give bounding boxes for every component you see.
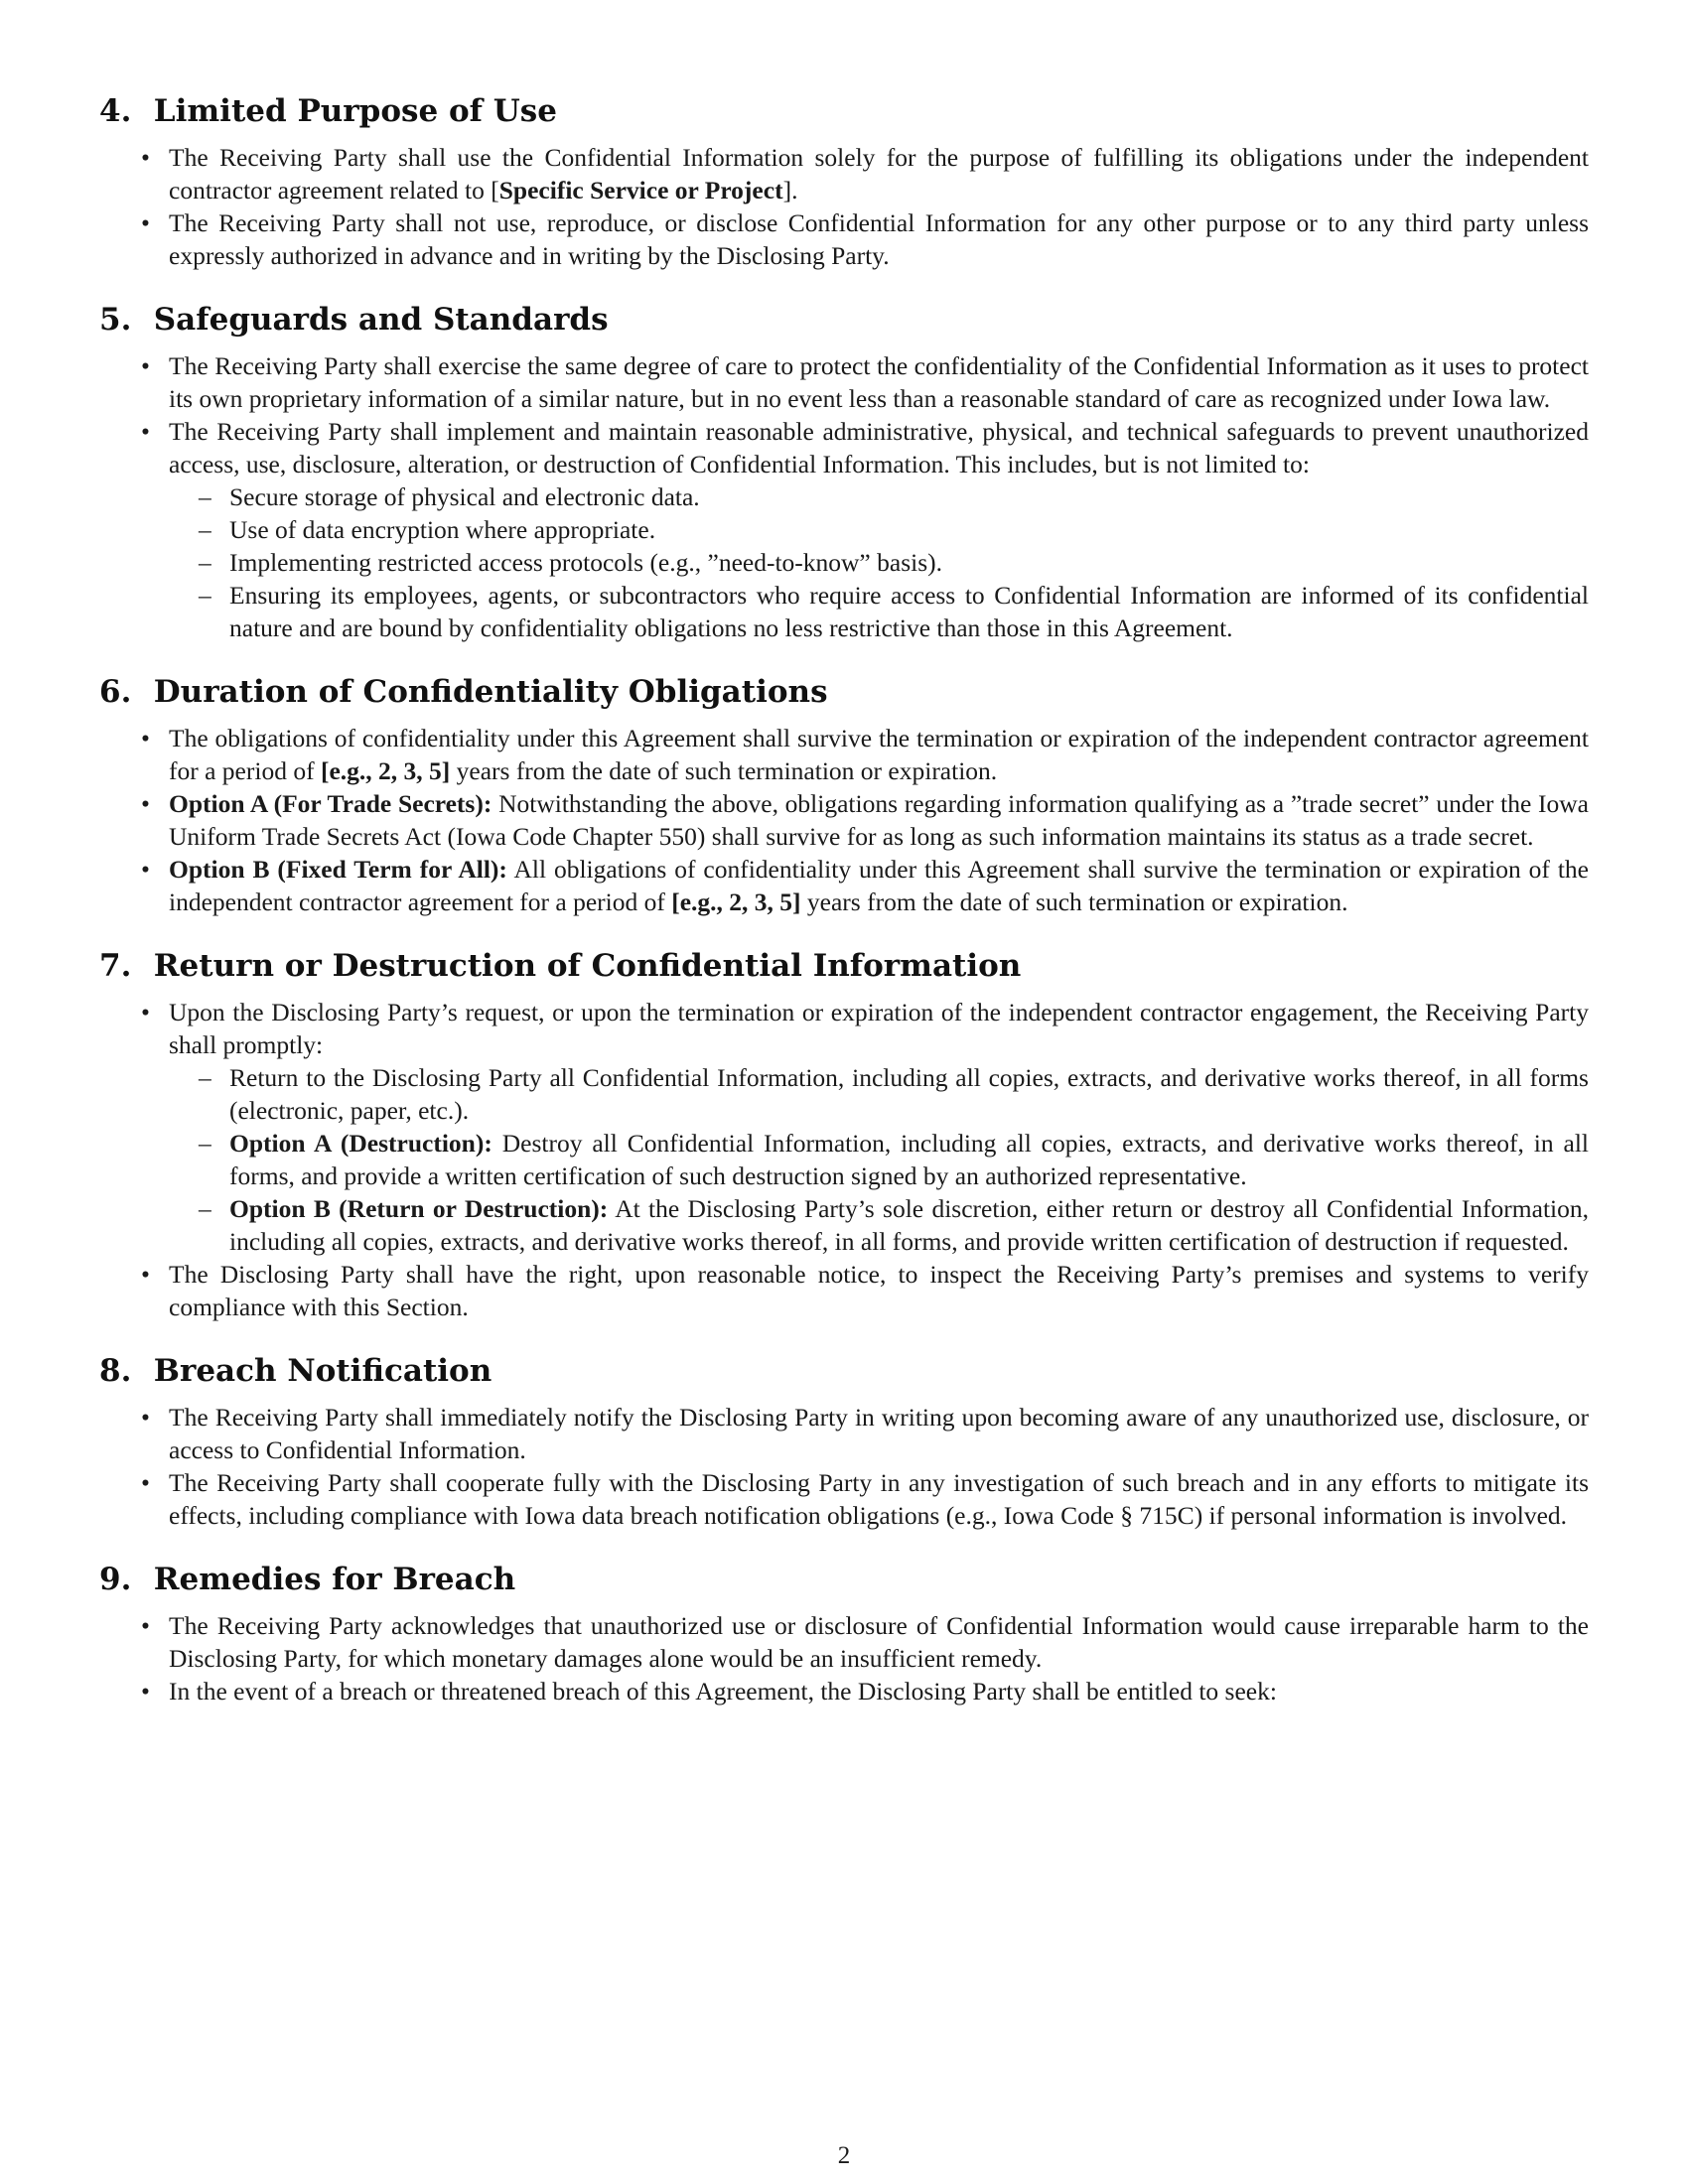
sub-list-item: – Use of data encryption where appropriate. (169, 513, 1589, 546)
text: The Receiving Party shall implement and maintain reasonable administrative, physical, and technical safeguards to prevent unauthorized access, use, disclosure, alteration, or destruction of Confidential Information. This includes, but is not limited to: (169, 417, 1589, 478)
list-item (99, 996, 1589, 1258)
text: All obligations of confidentiality under this Agreement shall survive the termination or expiration of the independent contractor agreement for a period of (169, 855, 1590, 916)
list-item: • The Receiving Party shall exercise the same degree of care to protect the confidentiality of the Confidential Information as it uses to protect its own proprietary information of a similar nature, but in no event less than a reasonable standard of care as recognized under Iowa law. (99, 349, 1589, 415)
placeholder-text: Specific Service or Project (498, 176, 783, 205)
bracket: [ (491, 176, 499, 205)
list-item: • The Disclosing Party shall have the right, upon reasonable notice, to inspect the Receiving Party’s premises and systems to verify compliance with this Section. (99, 1258, 1589, 1323)
list-item (99, 141, 1589, 206)
section-6 (99, 672, 1589, 918)
bullet-list (99, 996, 1589, 1323)
text: At the Disclosing Party’s sole discretion, either return or destroy all Confidential Information, including all copies, extracts, and derivative works thereof, in all forms, and provide written certification of destruction if requested. (229, 1194, 1589, 1256)
placeholder-text: [e.g., 2, 3, 5] (320, 756, 451, 785)
sub-list-item (169, 1192, 1589, 1258)
section-heading (99, 1351, 1589, 1391)
document-body (99, 91, 1589, 1735)
list-item (99, 415, 1589, 644)
list-item (99, 722, 1589, 787)
text: Upon the Disclosing Party’s request, or upon the termination or expiration of the independent contractor engagement, the Receiving Party shall promptly: (169, 998, 1589, 1059)
bullet-list (99, 141, 1589, 272)
bullet-list (99, 722, 1589, 918)
section-number: 5. (99, 302, 132, 338)
placeholder-text: [e.g., 2, 3, 5] (671, 887, 801, 916)
sub-list (169, 1061, 1589, 1258)
list-item: • The Receiving Party shall immediately notify the Disclosing Party in writing upon becoming aware of any unauthorized use, disclosure, or access to Confidential Information. (99, 1401, 1589, 1466)
list-item (99, 853, 1589, 918)
text: Notwithstanding the above, obligations regarding information qualifying as a ”trade secret” under the Iowa Uniform Trade Secrets Act (Iowa Code Chapter 550) shall survive for as long as such information maintains its status as a trade secret. (169, 789, 1590, 851)
list-item (99, 787, 1589, 853)
bracket: ] (782, 176, 792, 205)
list-item: • The Receiving Party shall cooperate fully with the Disclosing Party in any investigation of such breach and in any efforts to mitigate its effects, including compliance with Iowa data breach notification obligations (e.g., Iowa Code § 715C) if personal information is involved. (99, 1466, 1589, 1532)
section-5 (99, 300, 1589, 644)
section-number: 8. (99, 1353, 132, 1389)
section-number: 6. (99, 674, 132, 710)
section-9 (99, 1560, 1589, 1707)
sub-list-item: – Return to the Disclosing Party all Confidential Information, including all copies, extracts, and derivative works thereof, in all forms (electronic, paper, etc.). (169, 1061, 1589, 1127)
bullet-list (99, 349, 1589, 644)
list-item: • The Receiving Party acknowledges that unauthorized use or disclosure of Confidential Information would cause irreparable harm to the Disclosing Party, for which monetary damages alone would be an insufficient remedy. (99, 1609, 1589, 1675)
section-heading (99, 946, 1589, 986)
sub-list-item: – Secure storage of physical and electronic data. (169, 480, 1589, 513)
text: Destroy all Confidential Information, including all copies, extracts, and derivative works thereof, in all forms, and provide a written certification of such destruction signed by an authorized representative. (229, 1129, 1589, 1190)
page-number: 2 (837, 2142, 851, 2169)
section-number: 9. (99, 1562, 132, 1597)
text: . (791, 176, 798, 205)
text: The obligations of confidentiality under this Agreement shall survive the termination or expiration of the independent contractor agreement for a period of (169, 724, 1589, 785)
section-title: Safeguards and Standards (153, 302, 609, 338)
text: The Receiving Party shall use the Confidential Information solely for the purpose of fulfilling its obligations under the independent contractor agreement related to (169, 143, 1589, 205)
sub-list-item (169, 1127, 1589, 1192)
bullet-list (99, 1401, 1589, 1532)
section-heading (99, 1560, 1589, 1599)
section-title: Breach Notification (153, 1353, 492, 1389)
section-heading (99, 300, 1589, 340)
section-number: 7. (99, 948, 132, 984)
text: years from the date of such termination or expiration. (450, 756, 998, 785)
list-item: • In the event of a breach or threatened breach of this Agreement, the Disclosing Party shall be entitled to seek: (99, 1675, 1589, 1707)
section-number: 4. (99, 93, 132, 129)
sub-list-item: – Ensuring its employees, agents, or subcontractors who require access to Confidential Information are informed of its confidential nature and are bound by confidentiality obligations no less restrictive than those in this Agreement. (169, 579, 1589, 644)
section-title: Remedies for Breach (153, 1562, 516, 1597)
sub-list-item: – Implementing restricted access protocols (e.g., ”need-to-know” basis). (169, 546, 1589, 579)
option-label: Option B (Fixed Term for All): (169, 855, 507, 884)
section-title: Return or Destruction of Confidential Information (153, 948, 1022, 984)
option-label: Option B (Return or Destruction): (229, 1194, 609, 1223)
section-4 (99, 91, 1589, 272)
sub-list (169, 480, 1589, 644)
text: years from the date of such termination or expiration. (800, 887, 1348, 916)
option-label: Option A (For Trade Secrets): (169, 789, 492, 818)
list-item: • The Receiving Party shall not use, reproduce, or disclose Confidential Information for any other purpose or to any third party unless expressly authorized in advance and in writing by the Disclosing Party. (99, 206, 1589, 272)
section-7 (99, 946, 1589, 1323)
section-title: Duration of Confidentiality Obligations (153, 674, 828, 710)
section-heading (99, 672, 1589, 712)
section-title: Limited Purpose of Use (153, 93, 557, 129)
section-heading (99, 91, 1589, 131)
bullet-list (99, 1609, 1589, 1707)
option-label: Option A (Destruction): (229, 1129, 492, 1158)
section-8 (99, 1351, 1589, 1532)
